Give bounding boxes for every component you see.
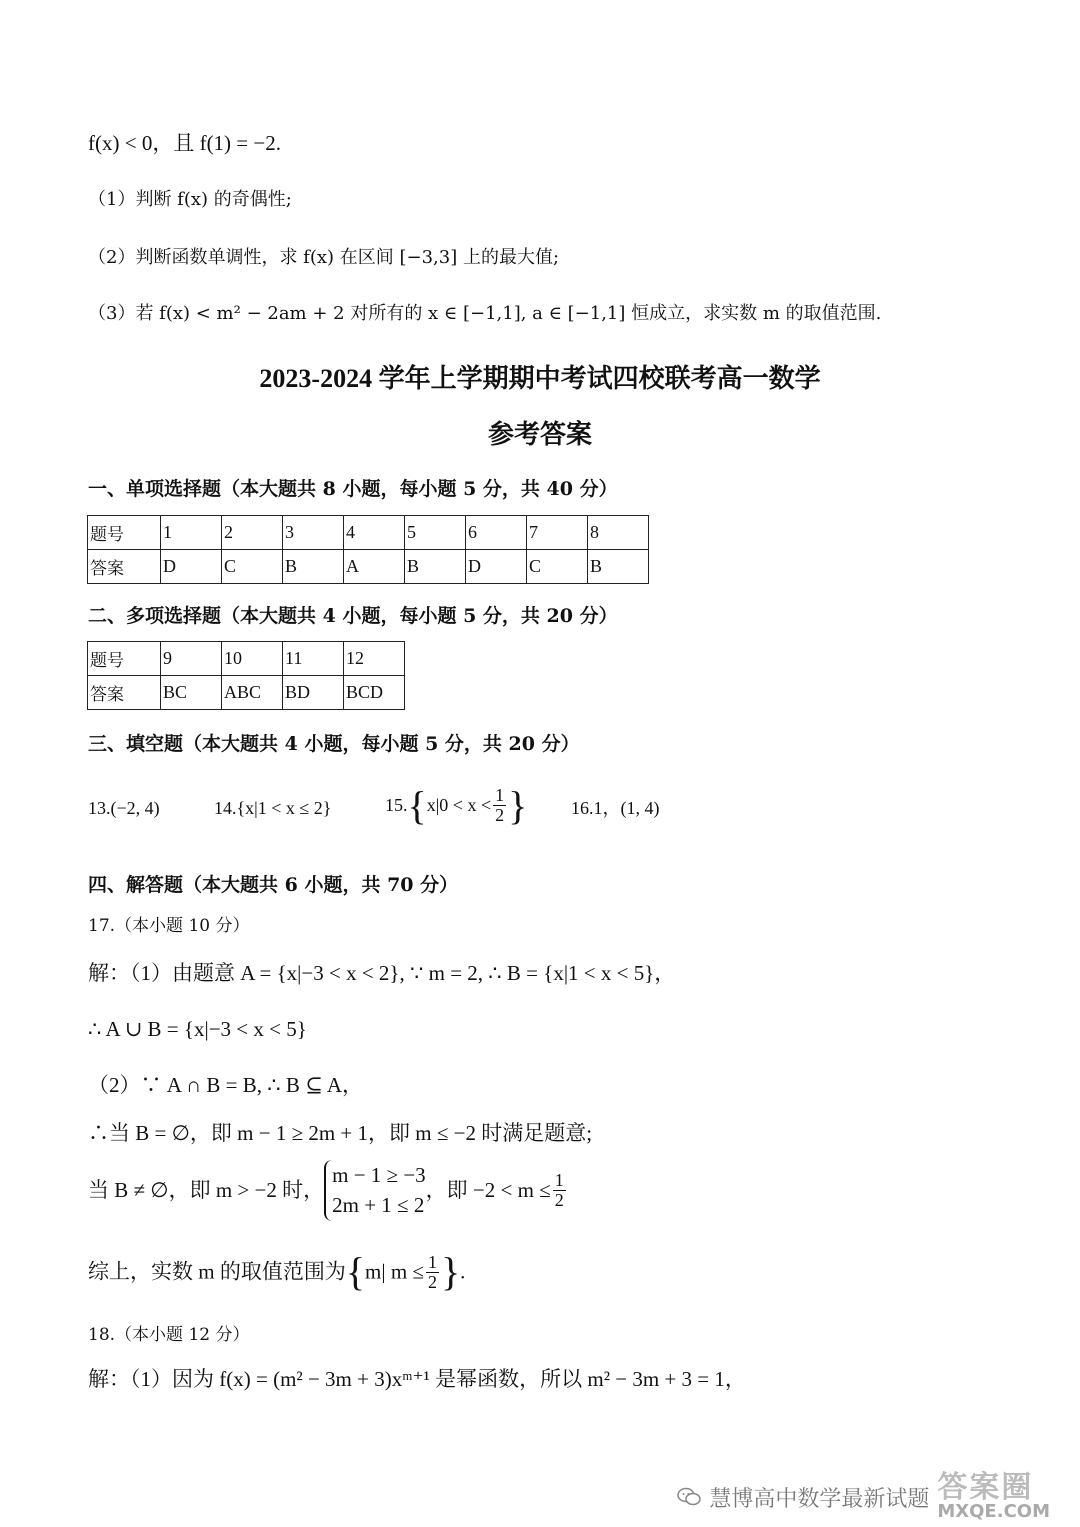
table-cell: 12 bbox=[344, 642, 405, 676]
table-cell: B bbox=[283, 550, 344, 584]
table-cell: ABC bbox=[222, 676, 283, 710]
system-row-2: 2m + 1 ≤ 2 bbox=[332, 1193, 425, 1218]
question-1: （1）判断 f(x) 的奇偶性; bbox=[88, 189, 292, 210]
watermark-logo bbox=[937, 1470, 1050, 1522]
table-cell: C bbox=[527, 550, 588, 584]
line-5-prefix: 当 B ≠ ∅，即 m > −2 时， bbox=[88, 1177, 325, 1202]
watermark bbox=[677, 1470, 1050, 1522]
fraction-denominator: 2 bbox=[495, 805, 505, 825]
fraction-numerator: 1 bbox=[495, 785, 505, 806]
problem-17-line-3: （2）∵ A ∩ B = B, ∴ B ⊆ A， bbox=[88, 1073, 363, 1097]
question-3: （3）若 f(x) < m² − 2am + 2 对所有的 x ∈ [−1,1], a ∈ [−1,1] 恒成立，求实数 m 的取值范围. bbox=[88, 303, 882, 324]
section-2-table bbox=[87, 641, 405, 710]
section-4-heading: 四、解答题（本大题共 6 小题，共 70 分） bbox=[88, 874, 459, 896]
section-1-heading: 一、单项选择题（本大题共 8 小题，每小题 5 分，共 40 分） bbox=[88, 478, 618, 500]
line-5-middle: ，即 −2 < m ≤ bbox=[425, 1177, 551, 1202]
fraction bbox=[553, 1171, 566, 1210]
table-cell: 11 bbox=[283, 642, 344, 676]
problem-17-header: 17.（本小题 10 分） bbox=[88, 916, 250, 936]
page-subtitle: 参考答案 bbox=[487, 420, 592, 449]
problem-17-line-5 bbox=[88, 1160, 568, 1221]
page-title: 2023-2024 学年上学期期中考试四校联考高一数学 bbox=[259, 364, 821, 393]
fraction-denominator: 2 bbox=[554, 1189, 564, 1210]
fraction-numerator: 1 bbox=[554, 1170, 564, 1191]
answer-15 bbox=[385, 782, 527, 834]
table-cell: 7 bbox=[527, 516, 588, 550]
table-cell: 4 bbox=[344, 516, 405, 550]
section-1-table bbox=[87, 515, 649, 584]
brace-right-icon: } bbox=[508, 783, 528, 828]
table-cell: D bbox=[466, 550, 527, 584]
fraction bbox=[493, 786, 506, 825]
problem-17-line-2: ∴ A ∪ B = {x|−3 < x < 5} bbox=[88, 1017, 307, 1041]
line-6-prefix: 综上，实数 m 的取值范围为 bbox=[88, 1259, 346, 1284]
line-6-set: m| m ≤ bbox=[365, 1259, 424, 1284]
answer-15-prefix: 15. bbox=[385, 795, 408, 815]
watermark-logo-sub: MXQE.COM bbox=[937, 1501, 1050, 1522]
table-cell: BC bbox=[161, 676, 222, 710]
table-row bbox=[88, 550, 649, 584]
brace-left-icon: { bbox=[407, 783, 427, 828]
table-cell: BD bbox=[283, 676, 344, 710]
table-cell: 1 bbox=[161, 516, 222, 550]
fraction-denominator: 2 bbox=[427, 1271, 437, 1292]
problem-17-line-6 bbox=[88, 1246, 465, 1298]
table-cell: 2 bbox=[222, 516, 283, 550]
row-label: 答案 bbox=[88, 550, 161, 584]
answer-13: 13.(−2, 4) bbox=[88, 798, 160, 818]
answer-14: 14.{x|1 < x ≤ 2} bbox=[214, 798, 332, 818]
brace-left-icon: { bbox=[345, 1249, 366, 1294]
brace-right-icon: } bbox=[440, 1249, 461, 1294]
section-3-heading: 三、填空题（本大题共 4 小题，每小题 5 分，共 20 分） bbox=[88, 733, 580, 755]
table-cell: 6 bbox=[466, 516, 527, 550]
problem-18-header: 18.（本小题 12 分） bbox=[88, 1325, 250, 1345]
row-label: 答案 bbox=[88, 676, 161, 710]
table-row bbox=[88, 642, 405, 676]
table-row bbox=[88, 516, 649, 550]
table-row bbox=[88, 676, 405, 710]
inequality-system bbox=[324, 1160, 426, 1221]
problem-17-line-1: 解：（1）由题意 A = {x|−3 < x < 2}, ∵ m = 2, ∴ B = {x|1 < x < 5}， bbox=[88, 961, 676, 985]
table-cell: BCD bbox=[344, 676, 405, 710]
table-cell: 3 bbox=[283, 516, 344, 550]
answer-15-set: x|0 < x < bbox=[426, 795, 492, 815]
watermark-text: 慧博高中数学最新试题 bbox=[709, 1486, 930, 1512]
problem-17-line-4: ∴当 B = ∅，即 m − 1 ≥ 2m + 1，即 m ≤ −2 时满足题意; bbox=[88, 1121, 593, 1145]
problem-18-line-1: 解：（1）因为 f(x) = (m² − 3m + 3)xᵐ⁺¹ 是幂函数，所以 m² − 3m + 3 = 1， bbox=[88, 1367, 746, 1391]
question-2: （2）判断函数单调性，求 f(x) 在区间 [−3,3] 上的最大值; bbox=[88, 247, 560, 268]
line-6-suffix: . bbox=[460, 1259, 466, 1284]
table-cell: 9 bbox=[161, 642, 222, 676]
watermark-logo-text: 答案圈 bbox=[937, 1470, 1034, 1505]
table-cell: 8 bbox=[588, 516, 649, 550]
table-cell: 10 bbox=[222, 642, 283, 676]
wechat-icon bbox=[677, 1486, 701, 1508]
table-cell: A bbox=[344, 550, 405, 584]
fraction-numerator: 1 bbox=[427, 1251, 437, 1272]
row-label: 题号 bbox=[88, 516, 161, 550]
table-cell: B bbox=[588, 550, 649, 584]
answer-16: 16.1，(1, 4) bbox=[571, 798, 660, 818]
fraction bbox=[426, 1253, 439, 1292]
table-cell: B bbox=[405, 550, 466, 584]
system-row-1: m − 1 ≥ −3 bbox=[332, 1163, 426, 1187]
table-cell: 5 bbox=[405, 516, 466, 550]
row-label: 题号 bbox=[88, 642, 161, 676]
table-cell: D bbox=[161, 550, 222, 584]
intro-line: f(x) < 0，且 f(1) = −2. bbox=[88, 131, 281, 155]
table-cell: C bbox=[222, 550, 283, 584]
section-2-heading: 二、多项选择题（本大题共 4 小题，每小题 5 分，共 20 分） bbox=[88, 605, 618, 627]
